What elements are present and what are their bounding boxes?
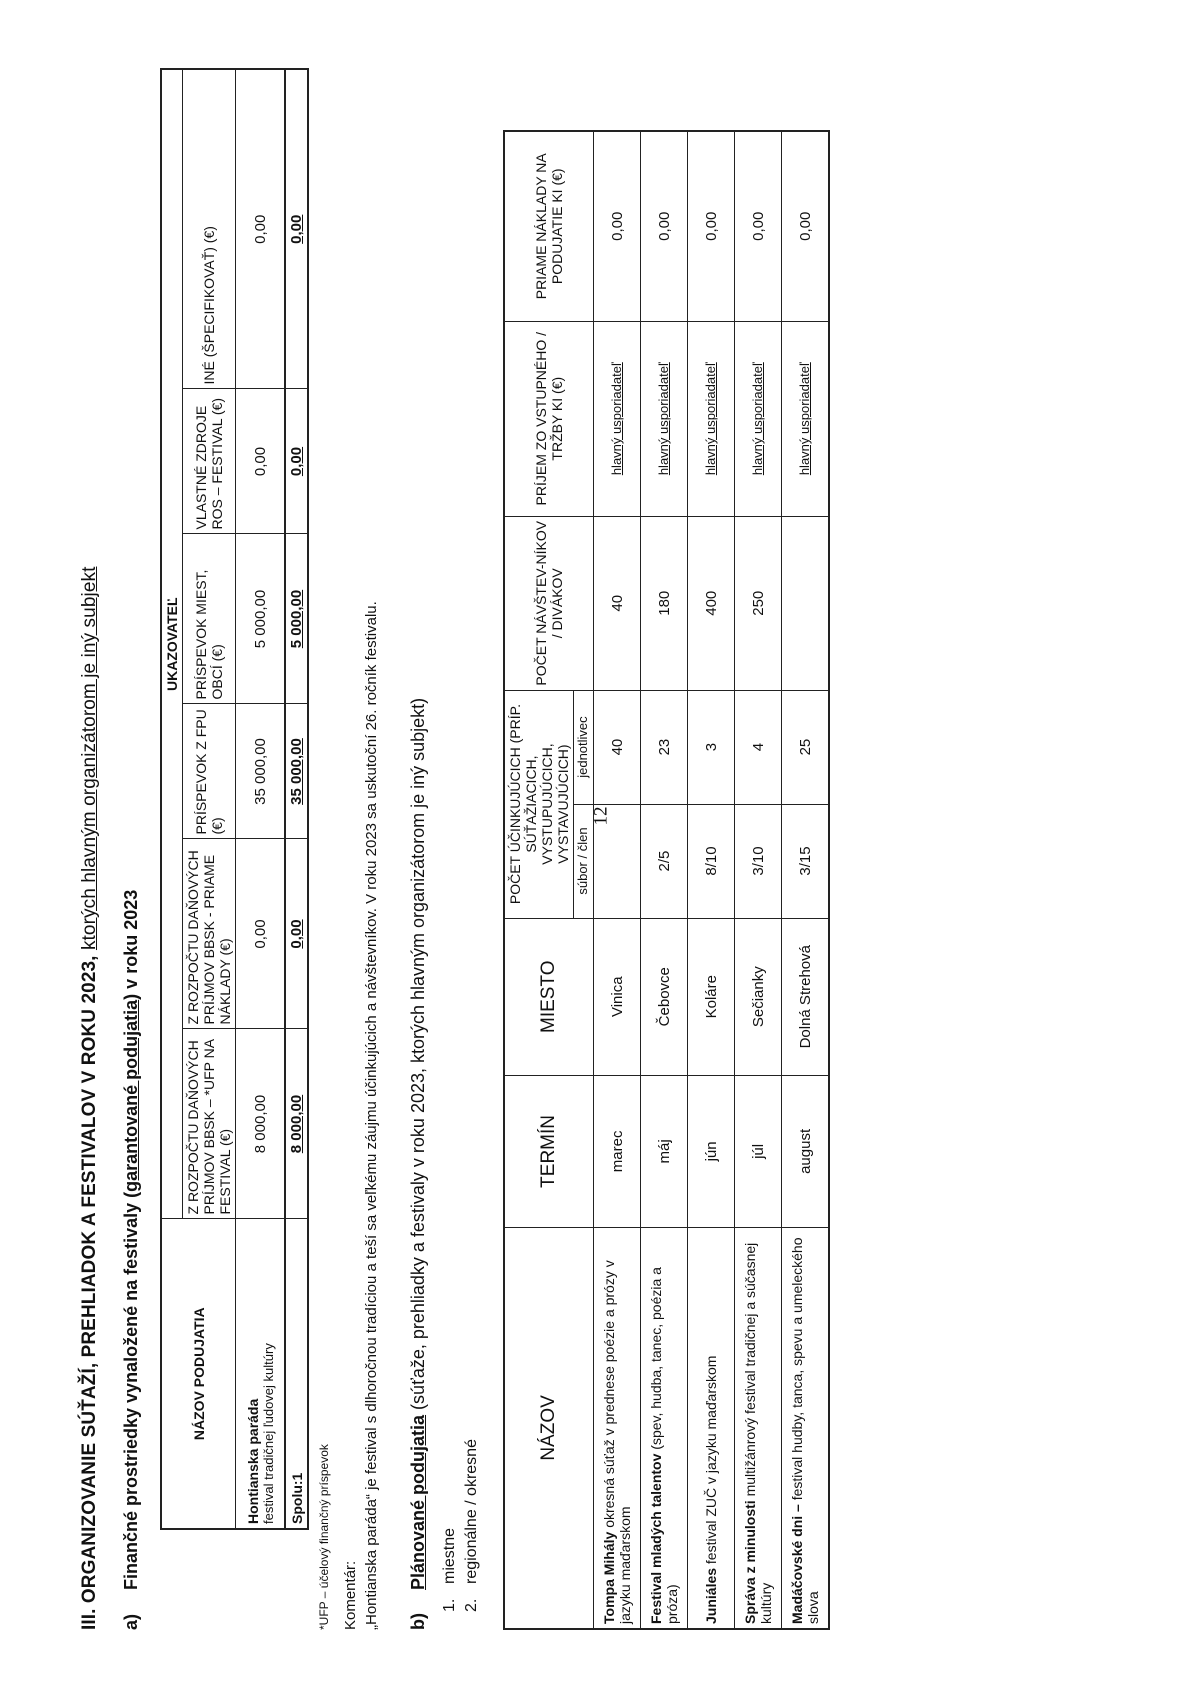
event-description: festival hudby, tanca, spevu a umeleckého slova bbox=[789, 1237, 822, 1624]
event-description: okresná súťaž v prednese poézie a prózy v jazyku maďarskom bbox=[601, 1260, 634, 1624]
costs-cell: 0,00 bbox=[641, 131, 688, 321]
event-name-cell bbox=[688, 1227, 735, 1629]
level-list bbox=[441, 70, 481, 1612]
list-number: 1. bbox=[440, 1598, 458, 1612]
event-name: Hontianska paráda bbox=[244, 1398, 261, 1524]
comment-block bbox=[341, 70, 382, 1630]
group-count-cell: 3/10 bbox=[735, 804, 782, 918]
income-cell: hlavný usporiadateľ bbox=[594, 321, 641, 516]
col-performers-header: POČET ÚČINKUJÚCICH (PRÍP. SÚŤAŽIACICH, VYSTUPUJÚCICH, VYSTAVUJÚCICH) bbox=[504, 690, 574, 918]
event-name: Festival mladých talentov bbox=[648, 1453, 665, 1624]
part-b-rest: (súťaže, prehliadky a festivaly v roku 2023, ktorých hlavným organizátorom je iný subjekt) bbox=[407, 697, 428, 1410]
list-number: 2. bbox=[462, 1598, 480, 1612]
event-name-cell bbox=[641, 1227, 688, 1629]
event-name: Madáčovské dni – bbox=[789, 1504, 806, 1624]
term-cell: júl bbox=[735, 1075, 782, 1227]
costs-cell: 0,00 bbox=[782, 131, 830, 321]
col-group-header: súbor / člen bbox=[574, 804, 594, 918]
individual-count-cell: 4 bbox=[735, 690, 782, 804]
table-row bbox=[688, 131, 735, 1629]
visitors-cell: 40 bbox=[594, 516, 641, 690]
part-a-underlined: garantované podujatia bbox=[121, 999, 141, 1192]
col-header: PRÍSPEVOK MIEST, OBCÍ (€) bbox=[183, 534, 236, 704]
table-row bbox=[594, 131, 641, 1629]
col-place-header: MIESTO bbox=[504, 918, 594, 1075]
event-description: festival tradičnej ľudovej kultúry bbox=[260, 1343, 276, 1524]
place-cell: Koláre bbox=[688, 918, 735, 1075]
group-count-cell: 8/10 bbox=[688, 804, 735, 918]
place-cell: Sečianky bbox=[735, 918, 782, 1075]
group-count-cell: 2/5 bbox=[641, 804, 688, 918]
costs-cell: 0,00 bbox=[735, 131, 782, 321]
place-cell: Dolná Strehová bbox=[782, 918, 830, 1075]
section-title: ORGANIZOVANIE SÚŤAŽÍ, PREHLIADOK A FESTIVALOV V ROKU 2023, bbox=[79, 955, 100, 1604]
income-cell: hlavný usporiadateľ bbox=[641, 321, 688, 516]
total-value: 8 000,00 bbox=[285, 1029, 308, 1219]
value-cell: 0,00 bbox=[236, 389, 286, 534]
part-b-title: Plánované podujatia bbox=[407, 1414, 428, 1590]
list-label: miestne bbox=[440, 1527, 458, 1584]
value-cell: 5 000,00 bbox=[236, 534, 286, 704]
value-cell: 8 000,00 bbox=[236, 1029, 286, 1219]
col-term-header: TERMÍN bbox=[504, 1075, 594, 1227]
part-b-heading bbox=[408, 70, 429, 1630]
total-label: Spolu:1 bbox=[285, 1219, 308, 1529]
individual-count-cell: 25 bbox=[782, 690, 830, 804]
list-label: regionálne / okresné bbox=[462, 1439, 480, 1584]
col-header: Z ROZPOČTU DAŇOVÝCH PRÍJMOV BBSK – *UFP NA FESTIVAL (€) bbox=[183, 1029, 236, 1219]
col-costs-header: PRIAME NÁKLADY NA PODUJATIE KI (€) bbox=[504, 131, 594, 321]
event-description: multižánrový festival tradičnej a súčasnej kultúry bbox=[742, 1242, 775, 1624]
table-row bbox=[782, 131, 830, 1629]
term-cell: jún bbox=[688, 1075, 735, 1227]
col-name-header: NÁZOV bbox=[504, 1227, 594, 1629]
table-row bbox=[641, 131, 688, 1629]
event-name-cell bbox=[782, 1227, 830, 1629]
col-header: Z ROZPOČTU DAŇOVÝCH PRÍJMOV BBSK - PRIAME NÁKLADY (€) bbox=[183, 839, 236, 1029]
event-description: (spev, hudba, tanec, poézia a próza) bbox=[648, 1267, 681, 1624]
event-name: Správa z minulosti bbox=[742, 1500, 759, 1624]
term-cell: august bbox=[782, 1075, 830, 1227]
col-header: VLASTNÉ ZDROJE ROS – FESTIVAL (€) bbox=[183, 389, 236, 534]
event-name-cell bbox=[735, 1227, 782, 1629]
visitors-cell bbox=[782, 516, 830, 690]
event-name: Juniáles bbox=[703, 1567, 720, 1624]
list-item bbox=[463, 70, 481, 1612]
page-number: 12 bbox=[590, 806, 612, 826]
costs-cell: 0,00 bbox=[688, 131, 735, 321]
event-name-cell bbox=[594, 1227, 641, 1629]
section-number: III. bbox=[79, 1608, 100, 1630]
total-value: 0,00 bbox=[285, 69, 308, 389]
section-subtitle: ktorých hlavným organizátorom je iný subjekt bbox=[79, 566, 100, 951]
table-header-row bbox=[504, 131, 574, 1629]
individual-count-cell: 23 bbox=[641, 690, 688, 804]
planned-events-body bbox=[594, 131, 830, 1629]
group-count-cell: 3/15 bbox=[782, 804, 830, 918]
total-value: 35 000,00 bbox=[285, 704, 308, 839]
event-name: Tompa Mihály bbox=[601, 1531, 618, 1624]
event-name-cell bbox=[236, 1219, 286, 1529]
part-a-text: Finančné prostriedky vynaložené na festivaly ( bbox=[121, 1191, 141, 1590]
table-row bbox=[735, 131, 782, 1629]
visitors-cell: 180 bbox=[641, 516, 688, 690]
visitors-cell: 250 bbox=[735, 516, 782, 690]
part-a-heading bbox=[121, 70, 142, 1630]
income-cell: hlavný usporiadateľ bbox=[735, 321, 782, 516]
col-header: PRÍSPEVOK Z FPU (€) bbox=[183, 704, 236, 839]
section-heading bbox=[79, 70, 101, 1630]
col-income-header: PRÍJEM ZO VSTUPNÉHO / TRŽBY KI (€) bbox=[504, 321, 594, 516]
total-value: 0,00 bbox=[285, 839, 308, 1029]
value-cell: 0,00 bbox=[236, 69, 286, 389]
group-header: UKAZOVATEĽ bbox=[161, 69, 183, 1219]
col-header: INÉ (ŠPECIFIKOVAŤ) (€) bbox=[183, 69, 236, 389]
value-cell: 0,00 bbox=[236, 839, 286, 1029]
col-name-header: NÁZOV PODUJATIA bbox=[161, 1219, 236, 1529]
table-header-row bbox=[161, 69, 183, 1529]
individual-count-cell: 40 bbox=[594, 690, 641, 804]
rotated-content bbox=[65, 70, 1125, 1630]
visitors-cell: 400 bbox=[688, 516, 735, 690]
individual-count-cell: 3 bbox=[688, 690, 735, 804]
part-a-text-after: ) v roku 2023 bbox=[121, 889, 141, 1000]
total-value: 0,00 bbox=[285, 389, 308, 534]
col-visitors-header: POČET NÁVŠTEV-NÍKOV / DIVÁKOV bbox=[504, 516, 594, 690]
term-cell: marec bbox=[594, 1075, 641, 1227]
event-description: festival ZUČ v jazyku maďarskom bbox=[703, 1355, 720, 1565]
total-value: 5 000,00 bbox=[285, 534, 308, 704]
value-cell: 35 000,00 bbox=[236, 704, 286, 839]
financing-table bbox=[160, 68, 309, 1530]
footnote: *UFP – účelový finančný príspevok bbox=[317, 1444, 332, 1630]
part-b-label: b) bbox=[407, 1613, 428, 1630]
income-cell: hlavný usporiadateľ bbox=[688, 321, 735, 516]
place-cell: Vinica bbox=[594, 918, 641, 1075]
table-row bbox=[236, 69, 286, 1529]
costs-cell: 0,00 bbox=[594, 131, 641, 321]
total-row bbox=[285, 69, 308, 1529]
list-item bbox=[441, 70, 459, 1612]
term-cell: máj bbox=[641, 1075, 688, 1227]
place-cell: Čebovce bbox=[641, 918, 688, 1075]
comment-text: „Hontianska paráda“ je festival s dlhoročnou tradíciou a teší sa veľkému záujmu účinkujúcich a návštevníkov. V roku 2023 sa uskutoční 26. ročník festivalu. bbox=[362, 601, 380, 1630]
planned-events-table bbox=[503, 130, 830, 1630]
col-individual-header: jednotlivec bbox=[574, 690, 594, 804]
comment-label: Komentár: bbox=[342, 1560, 360, 1630]
income-cell: hlavný usporiadateľ bbox=[782, 321, 830, 516]
part-a-label: a) bbox=[121, 1613, 141, 1630]
